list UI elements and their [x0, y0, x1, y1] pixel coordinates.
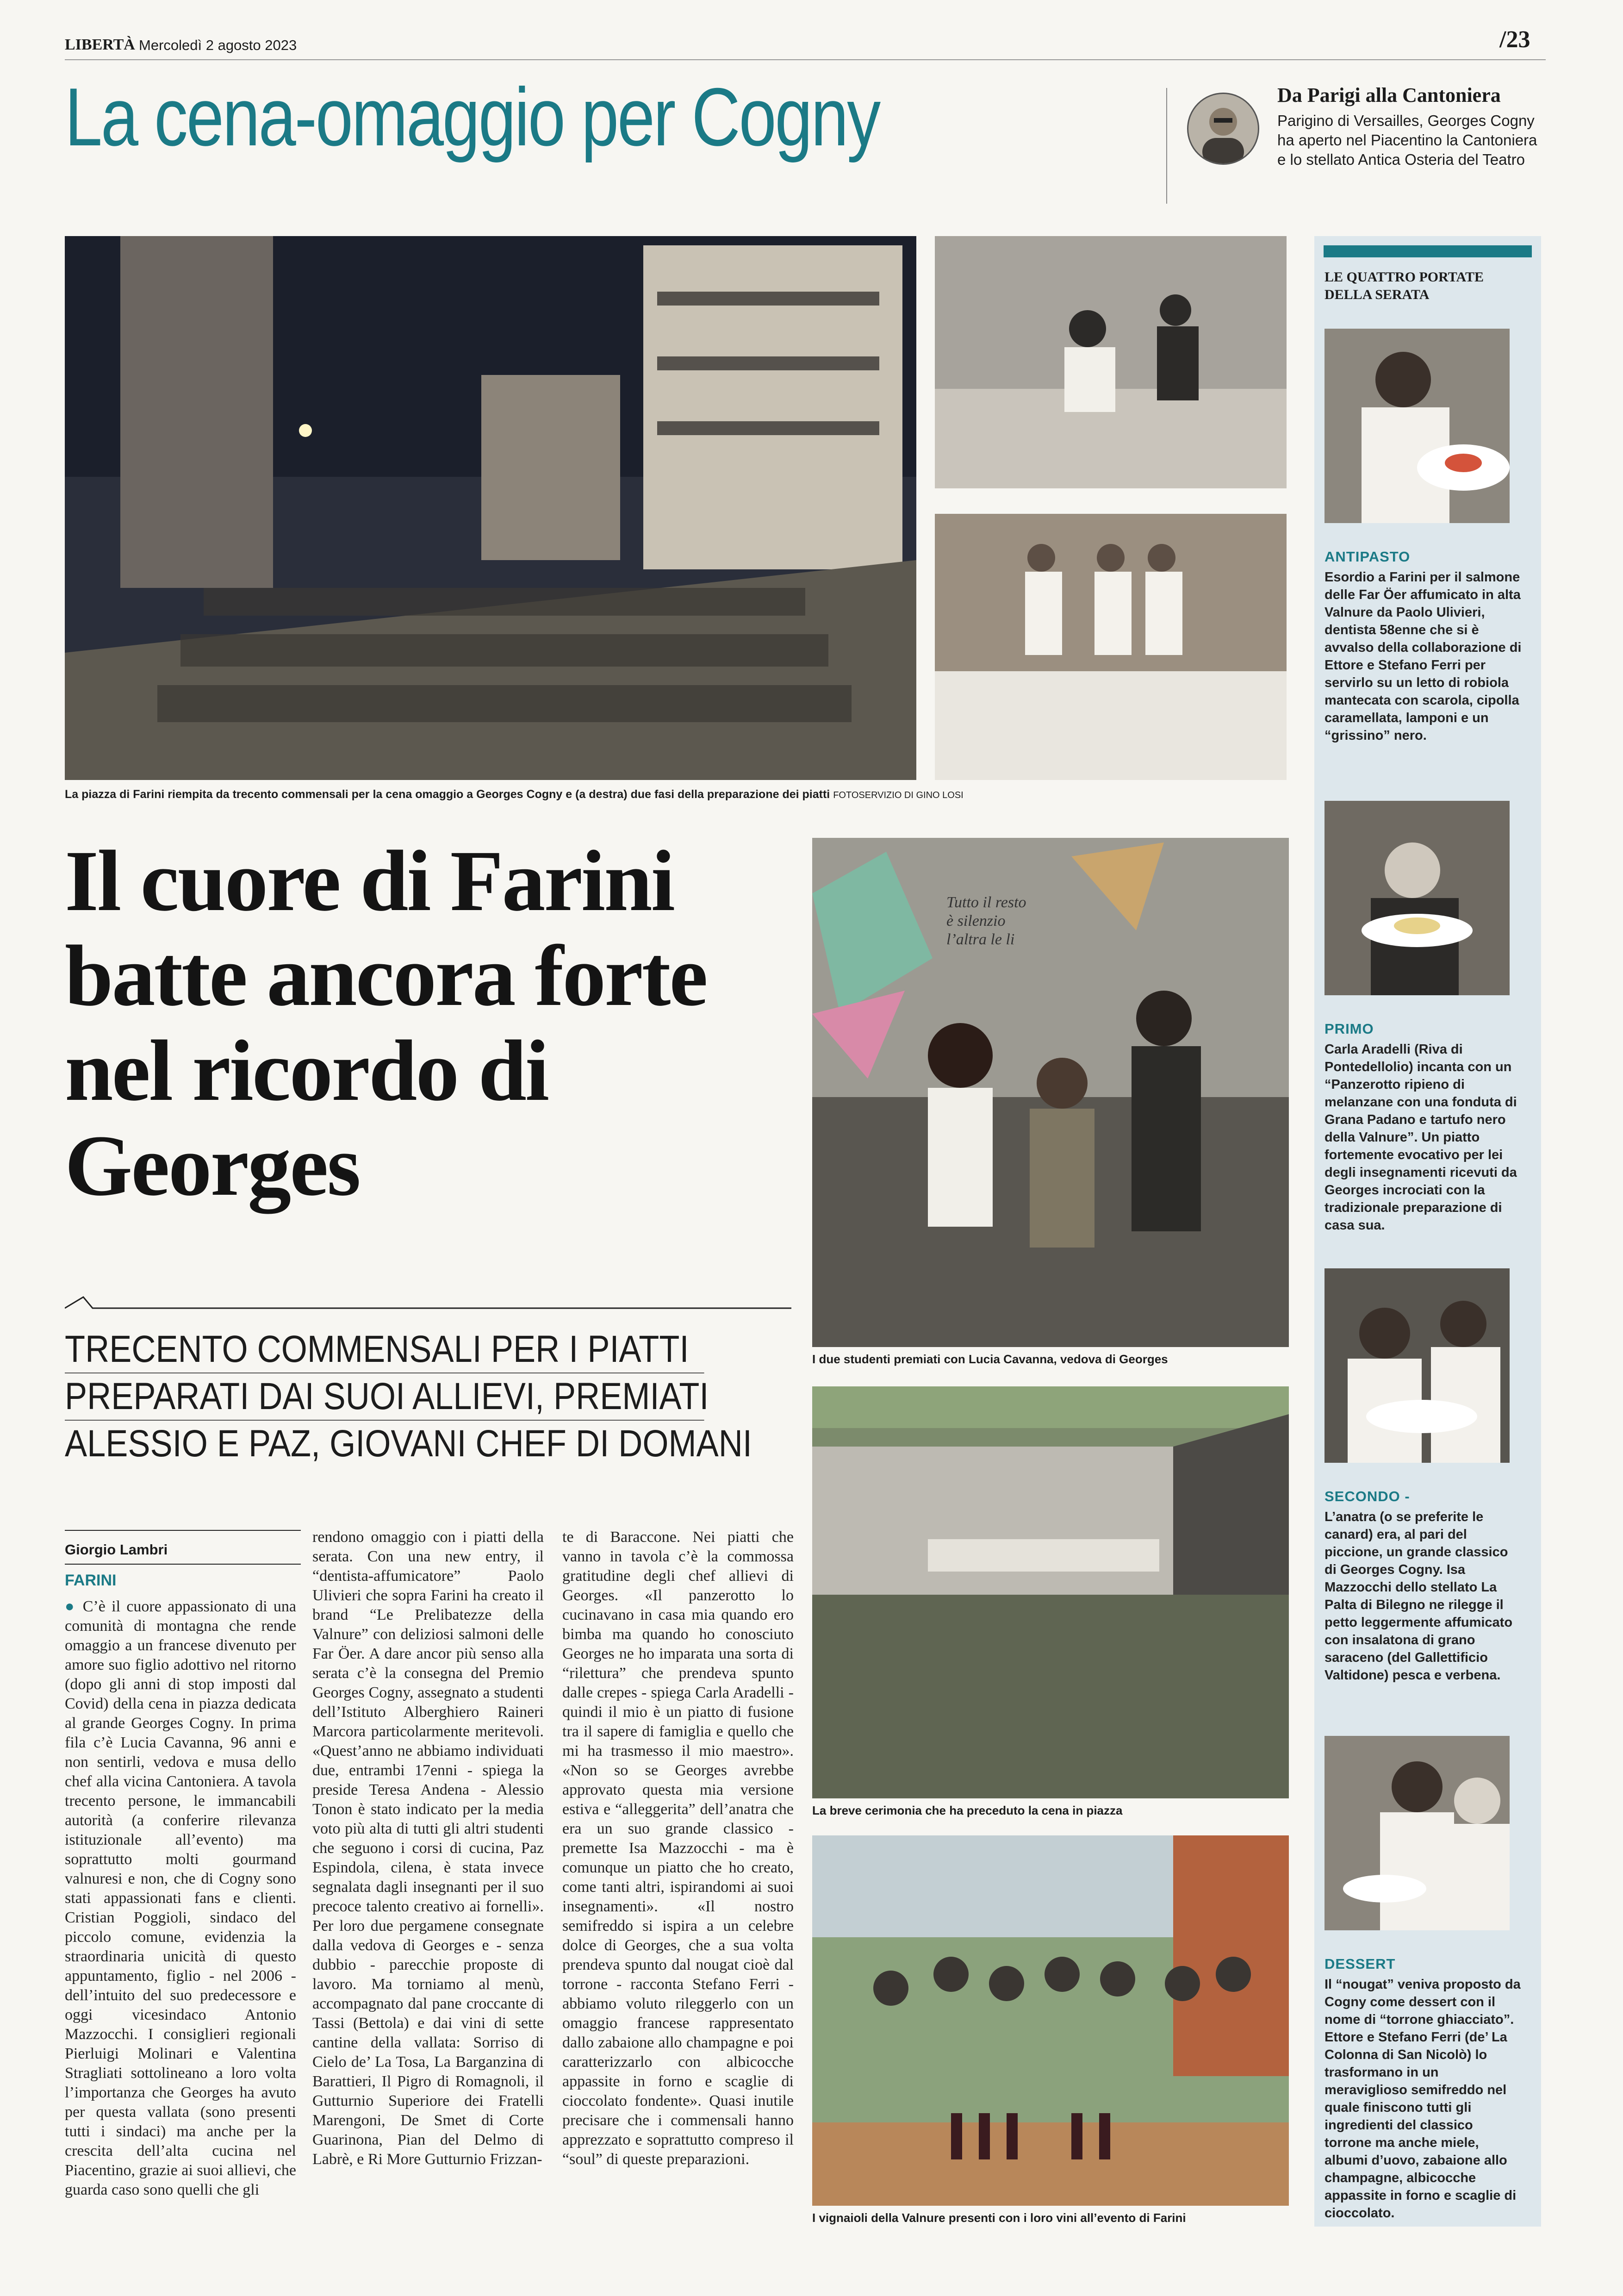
sidebar-divider: [1166, 88, 1167, 204]
bullet: ●: [65, 1598, 83, 1615]
dessert-photo: [1325, 1736, 1510, 1930]
course-primo-name: PRIMO: [1325, 1021, 1374, 1037]
sidebar-top-title: Da Parigi alla Cantoniera: [1277, 84, 1501, 106]
author-rule-top: [65, 1530, 301, 1531]
headline-flourish: [65, 1296, 791, 1312]
cogny-portrait: [1187, 93, 1259, 165]
photo-credit: FOTOSERVIZIO DI GINO LOSI: [833, 790, 964, 800]
winemakers-caption: I vignaioli della Valnure presenti con i loro vini all’evento di Farini: [812, 2211, 1186, 2225]
subtitle: [65, 1326, 791, 1467]
piazza-photo: [65, 236, 916, 780]
author-rule-bottom: [65, 1564, 301, 1565]
ceremony-photo: [812, 1386, 1289, 1798]
courses-title: LE QUATTRO PORTATE DELLA SERATA: [1325, 269, 1484, 302]
kitchen-photo-1: [935, 236, 1287, 488]
primo-photo: [1325, 801, 1510, 995]
antipasto-photo: [1325, 329, 1510, 523]
issue-date: Mercoledì 2 agosto 2023: [139, 37, 297, 53]
winemakers-photo: [812, 1835, 1289, 2206]
article-column-3: te di Baraccone. Nei piatti che vanno in tavola c’è la commossa gratitudine degli chef allievi di Georges. «Il panzerotto lo cucinavano in casa mia quando ero bimba ma quando ho conosciuto Georges ne ho imparata una sorta di “rilettura” che prendeva spunto dalle crepes - spiega Carla Aradelli - quindi il mio è un piatto di fusione tra il sapere di famiglia e quello che mi ha trasmesso il mio maestro». «Non so se Georges avrebbe approvato questa mia versione estiva e “alleggerita” dell’anatra che era un suo grande classico - premette Isa Mazzocchi - ma è comunque un piatto che ho creato, come tanti altri, ispirandomi ai suoi insegnamenti». «Il nostro semifreddo si ispira a un celebre dolce di Georges, che a sua volta prendeva spunto dal nougat cioè dal torrone - racconta Stefano Ferri - abbiamo voluto rileggerlo con un omaggio francese rappresentato dallo zabaione allo champagne e poi caratterizzarlo con albicocche appassite in forno e scaglie di cioccolato fondente». Quasi inutile precisare che i commensali hanno apprezzato e soprattutto compreso il “soul” di queste preparazioni.: [562, 1529, 794, 2168]
author: Giorgio Lambri: [65, 1541, 168, 1558]
top-photos-caption: La piazza di Farini riempita da trecento commensali per la cena omaggio a Georges Cogny e (a destra) due fasi della preparazione dei piatti FOTOSERVIZIO DI GINO LOSI: [65, 788, 964, 801]
course-antipasto-text: Esordio a Farini per il salmone delle Far Öer affumicato in alta Valnure da Paolo Ulivieri, dentista 58enne che si è avvalso della collaborazione di Ettore e Stefano Ferri per servirlo su un letto di robiola mantecata con scarola, cipolla caramellata, lamponi e un “grissino” nero.: [1325, 570, 1522, 743]
article-column-2: rendono omaggio con i piatti della serata. Con una new entry, il “dentista-affumicatore” Paolo Ulivieri che sopra Farini ha creato il brand “Le Prelibatezze della Valnure” con deliziosi salmoni delle Far Öer. A dare ancor più senso alla serata c’è la consegna del Premio Georges Cogny, assegnato a studenti dell’Istituto Alberghiero Raineri Marcora particolarmente meritevoli. «Quest’anno ne abbiamo individuati due, entrambi 17enni - spiega la preside Teresa Andena - Alessio Tonon è stato indicato per la media voto più alta di tutti gli altri studenti che seguono i corsi di cucina, Paz Espindola, cilena, è stata invece segnalata dagli insegnanti per il suo precoce talento creativo ai fornelli». Per loro due pergamene consegnate dalla vedova di Georges e - senza dubbio - parecchie proposte di lavoro. Ma torniamo al menù, accompagnato dal pane croccante di Tassi (Bettola) e dai vini di sette cantine della vallata: Sorriso di Cielo de’ La Tosa, La Barganzina di Barattieri, Il Pigro di Romagnoli, il Gutturnio Superiore dei Fratelli Marengoni, De Smet di Corte Guarinona, Pian del Delmo di Labrè, e Ri More Gutturnio Frizzan-: [312, 1529, 544, 2168]
secondo-photo: [1325, 1268, 1510, 1463]
page-number: /23: [1499, 26, 1530, 53]
course-dessert-text: Il “nougat” veniva proposto da Cogny come dessert con il nome di “torrone ghiacciato”. Ettore e Stefano Ferri (de’ La Colonna di San Nicolò) lo trasformano in un meraviglioso semifreddo nel quale finiscono tutti gli ingredienti del classico torrone ma anche miele, albumi d’uovo, zabaione allo champagne, albicocche appassite in forno e scaglie di cioccolato.: [1325, 1977, 1521, 2221]
subtitle-line-1: TRECENTO COMMENSALI PER I PIATTI: [65, 1326, 704, 1373]
sidebar-top-text: Parigino di Versailles, Georges Cogny ha aperto nel Piacentino la Cantoniera e lo stellato Antica Osteria del Teatro: [1277, 112, 1537, 168]
article-column-1: ● C’è il cuore appassionato di una comunità di montagna che rende omaggio a un francese divenuto per amore suo figlio adottivo nel ritorno (dopo gli anni di stop imposti dal Covid) della cena in piazza dedicata al grande Georges Cogny. In prima fila c’è Lucia Cavanna, 96 anni e non sentirli, vedova e musa dello chef alla vicina Cantoniera. A tavola trecento persone, le immancabili autorità (a conferire rilevanza istituzionale all’evento) ma soprattutto molti gourmand valnuresi e non, che di Cogny sono stati appassionati fans e clienti. Cristian Poggioli, sindaco del piccolo comune, evidenzia la straordinaria unicità di questo appuntamento, figlio - nel 2006 - dell’intuito del suo predecessore e oggi vicesindaco Antonio Mazzocchi. I consiglieri regionali Pierluigi Molinari e Valentina Stragliati sottolineano a loro volta l’importanza che Georges ha avuto per questa vallata (sono presenti tutti i sindaci) ma anche per la crescita dell’alta cucina nel Piacentino, grazie ai suoi allievi, che guarda caso sono quelli che gli: [65, 1598, 296, 2198]
headline: Il cuore di Farini batte ancora forte nel ricordo di Georges: [65, 832, 707, 1214]
ceremony-caption: La breve cerimonia che ha preceduto la cena in piazza: [812, 1803, 1123, 1817]
masthead: LIBERTÀ: [65, 36, 135, 53]
courses-sidebar-bar: [1324, 245, 1532, 257]
kitchen-photo-2: [935, 514, 1287, 780]
dateline: FARINI: [65, 1572, 117, 1589]
course-secondo-name: SECONDO -: [1325, 1488, 1410, 1504]
course-primo-text: Carla Aradelli (Riva di Pontedellolio) incanta con un “Panzerotto ripieno di melanzane con una fonduta di Grana Padano e tartufo nero della Valnure”. Un piatto fortemente evocativo per lei degli insegnamenti ricevuti da Georges incrociati con la tradizionale preparazione di casa sua.: [1325, 1042, 1517, 1233]
students-photo: [812, 838, 1289, 1347]
wall-writing: Tutto il resto è silenzio l’altra le li: [946, 894, 1026, 948]
students-caption: I due studenti premiati con Lucia Cavanna, vedova di Georges: [812, 1352, 1168, 1366]
subtitle-line-2: PREPARATI DAI SUOI ALLIEVI, PREMIATI: [65, 1373, 704, 1421]
subtitle-line-3: ALESSIO E PAZ, GIOVANI CHEF DI DOMANI: [65, 1423, 752, 1465]
header-rule: [65, 59, 1546, 60]
course-antipasto-name: ANTIPASTO: [1325, 549, 1411, 565]
section-title: La cena-omaggio per Cogny: [65, 71, 879, 163]
course-dessert-name: DESSERT: [1325, 1956, 1396, 1972]
course-secondo-text: L’anatra (o se preferite le canard) era, al pari del piccione, un grande classico di Georges Cogny. Isa Mazzocchi dello stellato La Palta di Bilegno ne rilegge il petto leggermente affumicato con insalatona di grano saraceno (del Gallettificio Valtidone) pesca e verbena.: [1325, 1510, 1513, 1683]
